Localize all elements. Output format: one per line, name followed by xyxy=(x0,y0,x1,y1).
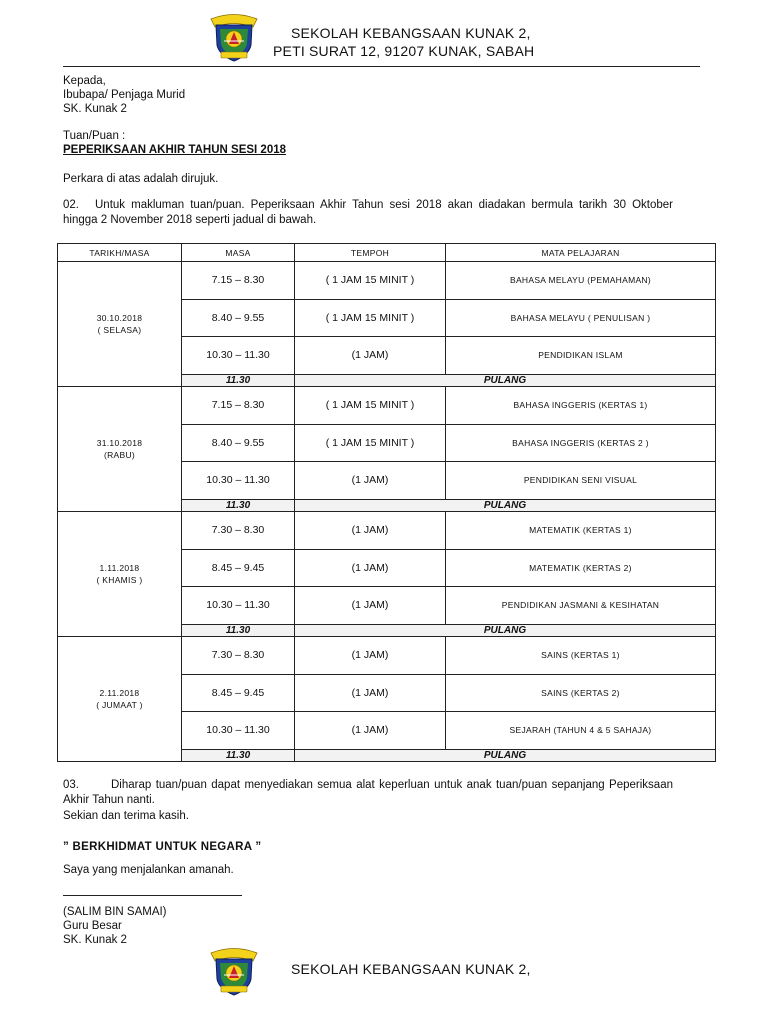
motto: ” BERKHIDMAT UNTUK NEGARA ” xyxy=(63,841,262,853)
trust-line: Saya yang menjalankan amanah. xyxy=(63,864,234,876)
table-row xyxy=(58,637,716,675)
signatory-title: Guru Besar xyxy=(63,920,122,932)
dismissal-label: PULANG xyxy=(295,374,716,387)
day-date: 30.10.2018 xyxy=(96,313,143,323)
subject-cell: BAHASA MELAYU ( PENULISAN ) xyxy=(446,299,716,337)
day-name: (RABU) xyxy=(103,450,136,460)
day-date: 2.11.2018 xyxy=(99,688,140,698)
header-duration: TEMPOH xyxy=(295,244,446,262)
dismissal-label: PULANG xyxy=(295,624,716,637)
duration-cell: (1 JAM) xyxy=(295,512,446,550)
day-name: ( KHAMIS ) xyxy=(96,575,143,585)
day-cell xyxy=(58,262,182,387)
subject-cell: SAINS (KERTAS 2) xyxy=(446,674,716,712)
recipient-line-2: Ibubapa/ Penjaga Murid xyxy=(63,89,186,101)
opening-sentence: Perkara di atas adalah dirujuk. xyxy=(63,173,219,185)
time-cell: 10.30 – 11.30 xyxy=(182,462,295,500)
footer-school-name: SEKOLAH KEBANGSAAN KUNAK 2, xyxy=(291,961,531,977)
day-cell xyxy=(58,637,182,762)
salutation: Tuan/Puan : xyxy=(63,130,126,142)
signatory-name: (SALIM BIN SAMAI) xyxy=(63,906,167,918)
dismissal-time: 11.30 xyxy=(182,624,295,637)
duration-cell: ( 1 JAM 15 MINIT ) xyxy=(295,262,446,300)
day-cell xyxy=(58,512,182,637)
school-crest-logo xyxy=(207,945,261,997)
subject-cell: PENDIDIKAN JASMANI & KESIHATAN xyxy=(446,587,716,625)
duration-cell: ( 1 JAM 15 MINIT ) xyxy=(295,424,446,462)
duration-cell: ( 1 JAM 15 MINIT ) xyxy=(295,387,446,425)
duration-cell: (1 JAM) xyxy=(295,674,446,712)
header-subject: MATA PELAJARAN xyxy=(446,244,716,262)
duration-cell: (1 JAM) xyxy=(295,337,446,375)
subject-cell: MATEMATIK (KERTAS 1) xyxy=(446,512,716,550)
closing-line: Sekian dan terima kasih. xyxy=(63,810,189,822)
duration-cell: (1 JAM) xyxy=(295,587,446,625)
time-cell: 7.15 – 8.30 xyxy=(182,387,295,425)
duration-cell: ( 1 JAM 15 MINIT ) xyxy=(295,299,446,337)
subject-cell: PENDIDIKAN SENI VISUAL xyxy=(446,462,716,500)
subject-cell: BAHASA INGGERIS (KERTAS 2 ) xyxy=(446,424,716,462)
header-date-time: TARIKH/MASA xyxy=(58,244,182,262)
table-row xyxy=(58,262,716,300)
dismissal-label: PULANG xyxy=(295,749,716,762)
table-row xyxy=(58,512,716,550)
time-cell: 7.30 – 8.30 xyxy=(182,512,295,550)
header-time: MASA xyxy=(182,244,295,262)
duration-cell: (1 JAM) xyxy=(295,549,446,587)
letterhead-address: PETI SURAT 12, 91207 KUNAK, SABAH xyxy=(273,43,535,59)
day-name: ( SELASA) xyxy=(97,325,142,335)
time-cell: 10.30 – 11.30 xyxy=(182,337,295,375)
subject-cell: SAINS (KERTAS 1) xyxy=(446,637,716,675)
para-03-text: Diharap tuan/puan dapat menyediakan semua alat keperluan untuk anak tuan/puan sepanjang Peperiksaan Akhir Tahun nanti. xyxy=(63,779,673,806)
exam-schedule-table xyxy=(57,243,716,762)
day-date: 1.11.2018 xyxy=(99,563,140,573)
dismissal-time: 11.30 xyxy=(182,499,295,512)
signature-line xyxy=(63,895,242,896)
duration-cell: (1 JAM) xyxy=(295,462,446,500)
subject-cell: SEJARAH (TAHUN 4 & 5 SAHAJA) xyxy=(446,712,716,750)
school-crest-logo xyxy=(207,11,261,63)
time-cell: 7.15 – 8.30 xyxy=(182,262,295,300)
dismissal-time: 11.30 xyxy=(182,749,295,762)
dismissal-label: PULANG xyxy=(295,499,716,512)
day-cell xyxy=(58,387,182,512)
subject-cell: MATEMATIK (KERTAS 2) xyxy=(446,549,716,587)
subject-cell: BAHASA MELAYU (PEMAHAMAN) xyxy=(446,262,716,300)
letter-subject: PEPERIKSAAN AKHIR TAHUN SESI 2018 xyxy=(63,144,287,156)
day-name: ( JUMAAT ) xyxy=(96,700,143,710)
letterhead-divider xyxy=(63,66,700,67)
recipient-line-3: SK. Kunak 2 xyxy=(63,103,127,115)
table-row xyxy=(58,387,716,425)
duration-cell: (1 JAM) xyxy=(295,637,446,675)
dismissal-time: 11.30 xyxy=(182,374,295,387)
table-header-row xyxy=(58,244,716,262)
duration-cell: (1 JAM) xyxy=(295,712,446,750)
recipient-line-1: Kepada, xyxy=(63,75,106,87)
para-02-number: 02. xyxy=(63,199,79,211)
time-cell: 7.30 – 8.30 xyxy=(182,637,295,675)
para-02-text: Untuk makluman tuan/puan. Peperiksaan Akhir Tahun sesi 2018 akan diadakan bermula tarikh 30 Oktober hingga 2 November 2018 seperti jadual di bawah. xyxy=(63,199,673,226)
para-03-number: 03. xyxy=(63,779,79,791)
time-cell: 8.40 – 9.55 xyxy=(182,299,295,337)
time-cell: 10.30 – 11.30 xyxy=(182,712,295,750)
time-cell: 8.40 – 9.55 xyxy=(182,424,295,462)
time-cell: 8.45 – 9.45 xyxy=(182,674,295,712)
time-cell: 8.45 – 9.45 xyxy=(182,549,295,587)
signatory-school: SK. Kunak 2 xyxy=(63,934,127,946)
subject-cell: PENDIDIKAN ISLAM xyxy=(446,337,716,375)
time-cell: 10.30 – 11.30 xyxy=(182,587,295,625)
letterhead-school-name: SEKOLAH KEBANGSAAN KUNAK 2, xyxy=(291,25,531,41)
subject-cell: BAHASA INGGERIS (KERTAS 1) xyxy=(446,387,716,425)
day-date: 31.10.2018 xyxy=(96,438,143,448)
